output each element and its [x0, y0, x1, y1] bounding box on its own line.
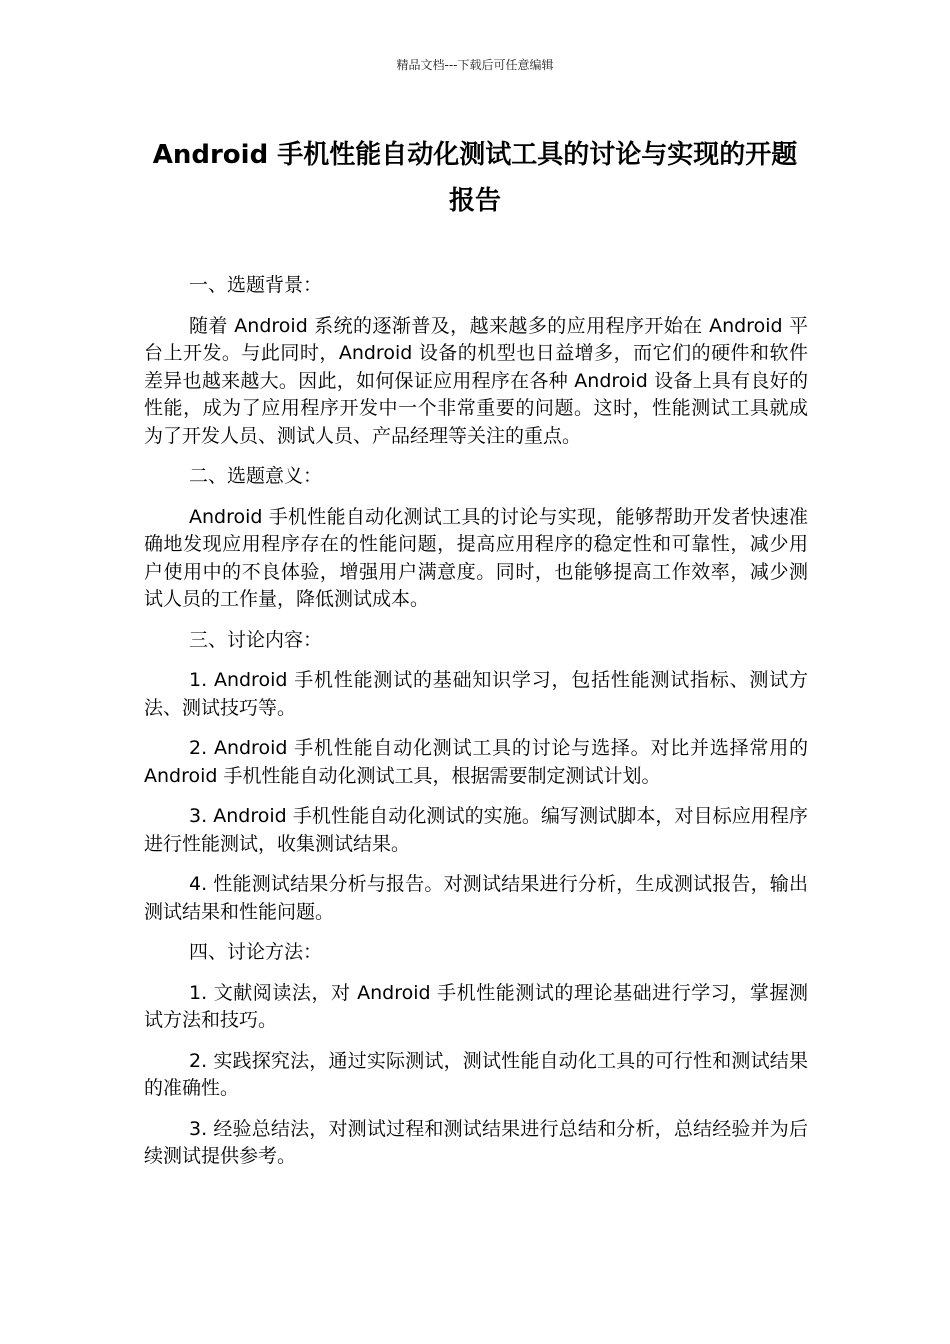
section-heading-significance: 二、选题意义：: [189, 465, 323, 487]
document-title: Android 手机性能自动化测试工具的讨论与实现的开题报告: [152, 140, 798, 216]
list-item-method-3: 3. 经验总结法，对测试过程和测试结果进行总结和分析，总结经验并为后续测试提供参考。: [144, 1117, 808, 1167]
header-note: 精品文档---下载后可任意编辑: [396, 58, 554, 72]
document-body: [144, 272, 808, 1184]
list-item-method-1: 1. 文献阅读法，对 Android 手机性能测试的理论基础进行学习，掌握测试方法和技巧。: [144, 981, 808, 1031]
list-item-content-1: 1. Android 手机性能测试的基础知识学习，包括性能测试指标、测试方法、测试技巧等。: [144, 669, 808, 719]
list-item-content-3: 3. Android 手机性能自动化测试的实施。编写测试脚本，对目标应用程序进行性能测试，收集测试结果。: [144, 805, 808, 855]
section-heading-methods: 四、讨论方法：: [189, 941, 323, 963]
paragraph-background: 随着 Android 系统的逐渐普及，越来越多的应用程序开始在 Android 平台上开发。与此同时，Android 设备的机型也日益增多，而它们的硬件和软件差异也越来越大。因此，如何保证应用程序在各种 Android 设备上具有良好的性能，成为了应用程序开发中一个非常重要的问题。这时，性能测试工具就成为了开发人员、测试人员、产品经理等关注的重点。: [144, 314, 808, 447]
section-heading-background: 一、选题背景：: [189, 274, 323, 296]
list-item-content-4: 4. 性能测试结果分析与报告。对测试结果进行分析，生成测试报告，输出测试结果和性能问题。: [144, 873, 808, 923]
list-item-method-2: 2. 实践探究法，通过实际测试，测试性能自动化工具的可行性和测试结果的准确性。: [144, 1049, 808, 1099]
list-item-content-2: 2. Android 手机性能自动化测试工具的讨论与选择。对比并选择常用的 Android 手机性能自动化测试工具，根据需要制定测试计划。: [144, 737, 808, 787]
section-heading-content: 三、讨论内容：: [189, 628, 323, 651]
paragraph-significance: Android 手机性能自动化测试工具的讨论与实现，能够帮助开发者快速准确地发现应用程序存在的性能问题，提高应用程序的稳定性和可靠性，减少用户使用中的不良体验，增强用户满意度。同时，也能够提高工作效率，减少测试人员的工作量，降低测试成本。: [144, 505, 808, 610]
